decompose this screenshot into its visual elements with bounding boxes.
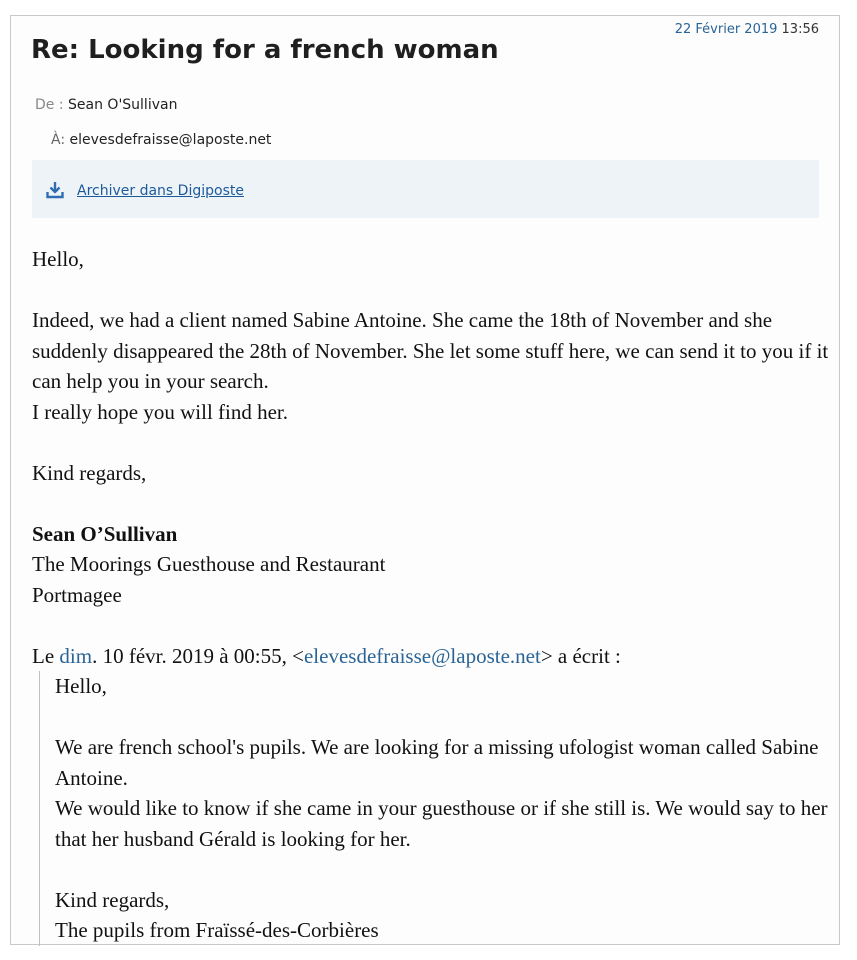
signature-line-1: The Moorings Guesthouse and Restaurant [32, 552, 386, 576]
body-paragraph-2: I really hope you will find her. [32, 399, 289, 424]
signature-line-2: Portmagee [32, 582, 122, 607]
quote-sign: The pupils from Fraïssé-des-Corbières [55, 918, 379, 942]
from-row [35, 97, 177, 113]
body-paragraph-1: Indeed, we had a client named Sabine Antoine. She came the 18th of November and she suddenly disappeared the 28th of November. She let some stuff here, we can send it to you if it can help you in your search. [32, 308, 829, 393]
email-subject: Re: Looking for a french woman [31, 35, 499, 65]
from-label: De : [35, 97, 64, 113]
download-tray-icon[interactable] [46, 181, 64, 199]
email-date-day: 22 Février 2019 [674, 22, 778, 37]
body-greeting: Hello, [32, 247, 84, 271]
body-closing: Kind regards, [32, 460, 147, 485]
quote-intro-suffix: > a écrit : [540, 643, 621, 668]
quote-email-link[interactable]: elevesdefraisse@laposte.net [303, 643, 541, 668]
quote-intro [32, 641, 832, 672]
archive-digiposte-link[interactable]: Archiver dans Digiposte [77, 183, 244, 199]
to-value: elevesdefraisse@laposte.net [69, 132, 272, 148]
quote-greeting: Hello, [55, 674, 107, 698]
to-label: À: [51, 132, 66, 148]
quote-paragraph-1: We are french school's pupils. We are looking for a missing ufologist woman called Sabine Antoine. [55, 735, 819, 790]
from-value: Sean O'Sullivan [68, 97, 178, 113]
quoted-message [39, 671, 835, 946]
email-body [32, 244, 832, 946]
signature-name: Sean O’Sullivan [32, 521, 178, 546]
to-row [51, 132, 271, 148]
email-frame [10, 15, 840, 945]
email-date [675, 22, 819, 37]
quote-intro-prefix: Le [32, 643, 60, 668]
quote-intro-middle: . 10 févr. 2019 à 00:55, < [92, 643, 304, 668]
archive-bar [32, 160, 819, 218]
quote-paragraph-2: We would like to know if she came in your guesthouse or if she still is. We would say to her that her husband Gérald is looking for her. [55, 796, 828, 851]
email-date-time: 13:56 [781, 22, 819, 37]
quote-closing: Kind regards, [55, 887, 170, 912]
quote-day-link[interactable]: dim [59, 643, 93, 668]
